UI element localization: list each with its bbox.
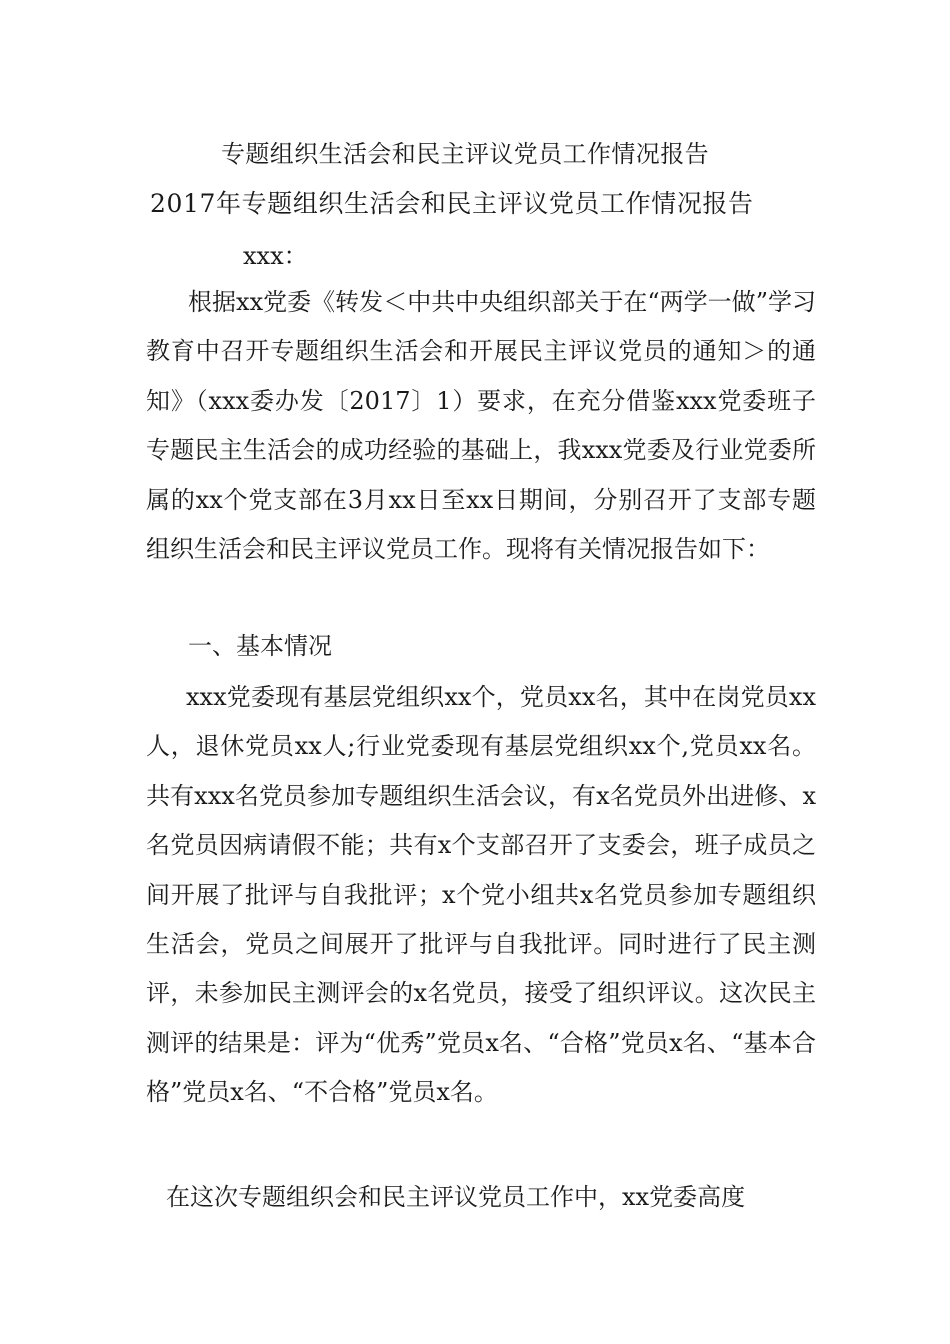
section-heading-basic-situation: 一、基本情况 — [188, 632, 332, 660]
salutation: xxx： — [243, 242, 308, 270]
paragraph-intro: 根据xx党委《转发＜中共中央组织部关于在“两学一做”学习教育中召开专题组织生活会和开展民主评议党员的通知＞的通知》（xxx委办发〔2017〕1）要求，在充分借鉴xxx党委班子专题民主生活会的成功经验的基础上，我xxx党委及行业党委所属的xx个党支部在3月xx日至xx日期间，分别召开了支部专题组织生活会和民主评议党员工作。现将有关情况报告如下： — [146, 288, 816, 564]
paragraph-basic-situation: xxx党委现有基层党组织xx个，党员xx名，其中在岗党员xx人，退休党员xx人;行业党委现有基层党组织xx个,党员xx名。共有xxx名党员参加专题组织生活会议，有x名党员外出进修、x名党员因病请假不能；共有x个支部召开了支委会，班子成员之间开展了批评与自我批评；x个党小组共x名党员参加专题组织生活会，党员之间展开了批评与自我批评。同时进行了民主测评，未参加民主测评会的x名党员，接受了组织评议。这次民主测评的结果是：评为“优秀”党员x名、“合格”党员x名、“基本合格”党员x名、“不合格”党员x名。 — [146, 683, 816, 1107]
document-subtitle: 2017年专题组织生活会和民主评议党员工作情况报告 — [150, 189, 754, 218]
document-title: 专题组织生活会和民主评议党员工作情况报告 — [221, 140, 709, 168]
paragraph-continuation: 在这次专题组织会和民主评议党员工作中，xx党委高度 — [166, 1183, 746, 1211]
